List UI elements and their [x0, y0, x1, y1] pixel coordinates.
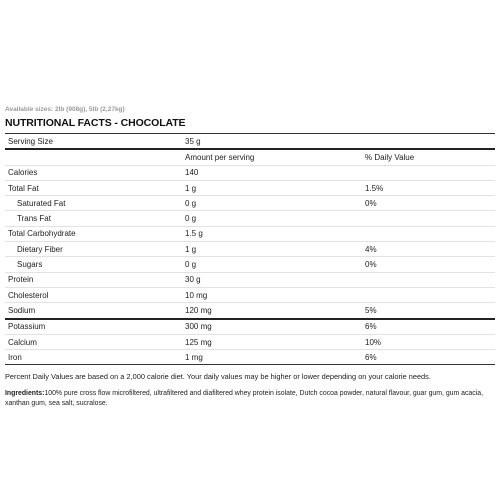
nutrition-facts-panel: [5, 106, 495, 409]
nutrient-daily-value: 0%: [365, 260, 377, 270]
nutrient-name: Sodium: [8, 305, 36, 315]
ingredients-label: Ingredients:: [5, 390, 45, 398]
nutrient-name: Dietary Fiber: [17, 244, 63, 254]
divider: [5, 364, 495, 365]
nutrient-amount: 10 mg: [185, 290, 208, 300]
ingredients-text: [5, 389, 495, 409]
ingredients-list: 100% pure cross flow microfiltered, ultrafiltered and diafiltered whey protein isolate, Dutch cocoa powder, natural flavour, guar gum, gum acacia, xanthan gum, sea salt, sucralose.: [5, 390, 483, 408]
table-row: [5, 288, 495, 303]
table-row: [5, 257, 495, 272]
nutrient-amount: 30 g: [185, 275, 201, 285]
nutrient-daily-value: 10%: [365, 337, 382, 347]
nutrient-name: Saturated Fat: [17, 198, 66, 208]
nutrient-name: Protein: [8, 275, 34, 285]
nutrient-amount: 1 g: [185, 183, 197, 193]
available-sizes: Available sizes: 2lb (908g), 5lb (2,27kg): [5, 106, 125, 113]
nutrient-amount: 1 g: [185, 244, 197, 254]
nutrient-table-main: [5, 166, 495, 318]
table-row: [5, 211, 495, 226]
nutrient-amount: 125 mg: [185, 337, 212, 347]
nutrient-amount: 1 mg: [185, 352, 203, 362]
nutrient-amount: 120 mg: [185, 305, 212, 315]
table-row: [5, 166, 495, 181]
nutrient-name: Trans Fat: [17, 214, 51, 224]
nutrient-name: Sugars: [17, 260, 43, 270]
table-row: [5, 181, 495, 196]
daily-value-column-header: % Daily Value: [365, 152, 415, 162]
nutrient-name: Calories: [8, 168, 38, 178]
table-row: [5, 242, 495, 257]
table-row: [5, 196, 495, 211]
nutrient-table-minerals: [5, 320, 495, 365]
nutrient-name: Potassium: [8, 322, 46, 332]
nutrient-daily-value: 0%: [365, 198, 377, 208]
nutrient-amount: 140: [185, 168, 199, 178]
nutrient-name: Total Fat: [8, 183, 39, 193]
nutrient-amount: 0 g: [185, 260, 197, 270]
nutrient-name: Total Carbohydrate: [8, 229, 76, 239]
nutrient-daily-value: 6%: [365, 322, 377, 332]
table-row: [5, 350, 495, 364]
amount-column-header: Amount per serving: [185, 152, 255, 162]
serving-size-value: 35 g: [185, 136, 201, 146]
nutrient-daily-value: 4%: [365, 244, 377, 254]
table-row: [5, 335, 495, 350]
nutrient-name: Calcium: [8, 337, 37, 347]
table-row: [5, 320, 495, 335]
table-row: [5, 303, 495, 317]
serving-size-label: Serving Size: [8, 136, 53, 146]
nutrient-daily-value: 6%: [365, 352, 377, 362]
nutrient-daily-value: 1.5%: [365, 183, 384, 193]
table-row: [5, 227, 495, 242]
table-row: [5, 273, 495, 288]
nutrient-name: Iron: [8, 352, 22, 362]
nutrient-amount: 0 g: [185, 214, 197, 224]
nutrient-amount: 0 g: [185, 198, 197, 208]
nutrient-name: Cholesterol: [8, 290, 49, 300]
nutrient-amount: 1.5 g: [185, 229, 203, 239]
nutrient-daily-value: 5%: [365, 305, 377, 315]
column-header-row: [5, 150, 495, 165]
daily-value-footnote: Percent Daily Values are based on a 2,000 calorie diet. Your daily values may be higher or lower depending on your calorie needs.: [5, 372, 431, 382]
serving-size-row: [5, 134, 495, 148]
page-title: NUTRITIONAL FACTS - CHOCOLATE: [5, 117, 186, 129]
nutrient-amount: 300 mg: [185, 322, 212, 332]
